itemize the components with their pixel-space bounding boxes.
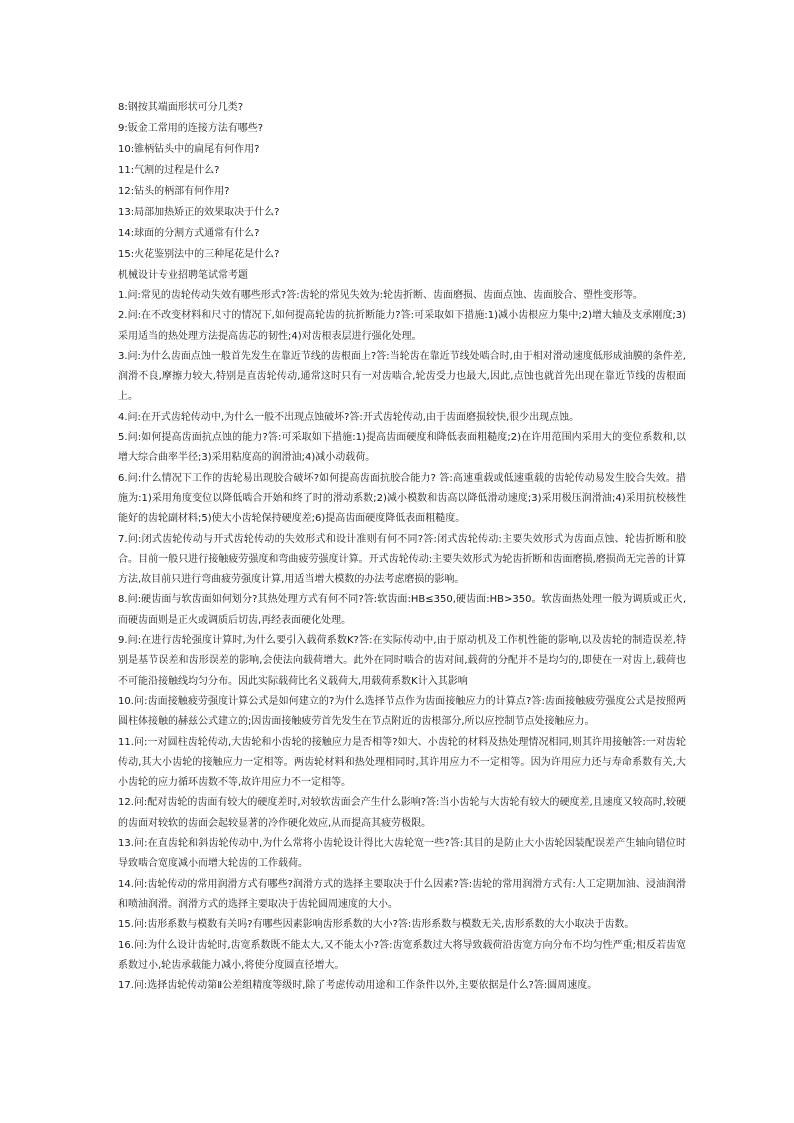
qa-item-2: 2.问:在不改变材料和尺寸的情况下,如何提高轮齿的抗折断能力?答:可采取如下措施:1)减小齿根应力集中;2)增大轴及支承刚度;3)采用适当的热处理方法提高齿芯的韧性;4)对齿根表层进行强化处理。 — [118, 310, 686, 342]
qa-item-17: 17.问:选择齿轮传动第Ⅱ公差组精度等级时,除了考虑传动用途和工作条件以外,主要依据是什么?答:圆周速度。 — [118, 980, 598, 992]
qa-item-4: 4.问:在开式齿轮传动中,为什么一般不出现点蚀破坏?答:开式齿轮传动,由于齿面磨损较快,很少出现点蚀。 — [118, 411, 580, 423]
question-10: 10:锥柄钻头中的扁尾有何作用? — [118, 144, 260, 155]
question-8: 8:钢按其端面形状可分几类? — [118, 102, 244, 113]
qa-item-1: 1.问:常见的齿轮传动失效有哪些形式?答:齿轮的常见失效为:轮齿折断、齿面磨损、齿面点蚀、齿面胶合、塑性变形等。 — [118, 290, 643, 301]
qa-item-7: 7.问:闭式齿轮传动与开式齿轮传动的失效形式和设计准则有何不同?答:闭式齿轮传动:主要失效形式为齿面点蚀、轮齿折断和胶合。目前一般只进行接触疲劳强度和弯曲疲劳强度计算。开式齿轮传动:主要失效形式为轮齿折断和齿面磨损,磨损尚无完善的计算方法,故目前只进行弯曲疲劳强度计算,用适当增大模数的办法考虑磨损的影响。 — [118, 533, 686, 586]
qa-item-3: 3.问:为什么齿面点蚀一般首先发生在靠近节线的齿根面上?答:当轮齿在靠近节线处啮合时,由于相对滑动速度低形成油膜的条件差,润滑不良,摩擦力较大,特别是直齿轮传动,通常这时只有一对齿啮合,轮齿受力也最大,因此,点蚀也就首先出现在靠近节线的齿根面上。 — [118, 350, 686, 403]
document-body — [118, 97, 686, 996]
question-14: 14:球面的分割方式通常有什么? — [118, 228, 260, 239]
qa-item-14: 14.问:齿轮传动的常用润滑方式有哪些?润滑方式的选择主要取决于什么因素?答:齿轮的常用润滑方式有:人工定期加油、浸油润滑和喷油润滑。润滑方式的选择主要取决于齿轮圆周速度的大小。 — [118, 878, 686, 910]
question-9: 9:钣金工常用的连接方法有哪些? — [118, 123, 264, 134]
question-11: 11:气割的过程是什么? — [118, 165, 220, 176]
question-13: 13:局部加热矫正的效果取决于什么? — [118, 207, 280, 218]
question-12: 12:钻头的柄部有何作用? — [118, 186, 230, 197]
qa-item-9: 9.问:在进行齿轮强度计算时,为什么要引入载荷系数K?答:在实际传动中,由于原动机及工作机性能的影响,以及齿轮的制造误差,特别是基节误差和齿形误差的影响,会使法向载荷增大。此外在同时啮合的齿对间,载荷的分配并不是均匀的,即使在一对齿上,载荷也不可能沿接触线均匀分布。因此实际载荷比名义载荷大,用载荷系数K计入其影响 — [118, 635, 686, 687]
qa-item-11: 11.问:一对圆柱齿轮传动,大齿轮和小齿轮的接触应力是否相等?如大、小齿轮的材料及热处理情况相同,则其许用接触答:一对齿轮传动,其大小齿轮的接触应力一定相等。两齿轮材料和热处理相同时,其许用应力不一定相等。因为许用应力还与寿命系数有关,大小齿轮的应力循环齿数不等,故许用应力不一定相等。 — [118, 736, 686, 789]
qa-item-15: 15.问:齿形系数与模数有关吗?有哪些因素影响齿形系数的大小?答:齿形系数与模数无关,齿形系数的大小取决于齿数。 — [118, 919, 635, 931]
question-15: 15:火花鉴别法中的三种尾花是什么? — [118, 249, 280, 260]
qa-item-13: 13.问:在直齿轮和斜齿轮传动中,为什么常将小齿轮设计得比大齿轮宽一些?答:其目的是防止大小齿轮因装配误差产生轴向错位时导致啮合宽度减小而增大轮齿的工作载荷。 — [118, 838, 686, 870]
qa-item-6: 6.问:什么情况下工作的齿轮易出现胶合破坏?如何提高齿面抗胶合能力? 答:高速重载或低速重载的齿轮传动易发生胶合失效。措施为:1)采用角度变位以降低啮合开始和终了时的滑动系数;2)减小模数和齿高以降低滑动速度;3)采用极压润滑油;4)采用抗校核性能好的齿轮副材料;5)使大小齿轮保持硬度差;6)提高齿面硬度降低表面粗糙度。 — [118, 472, 686, 525]
qa-item-10: 10.问:齿面接触疲劳强度计算公式是如何建立的?为什么选择节点作为齿面接触应力的计算点?答:齿面接触疲劳强度公式是按照两圆柱体接触的赫兹公式建立的;因齿面接触疲劳首先发生在节点附近的齿根部分,所以应控制节点处接触应力。 — [118, 695, 686, 728]
qa-item-5: 5.问:如何提高齿面抗点蚀的能力?答:可采取如下措施:1)提高齿面硬度和降低表面粗糙度;2)在许用范围内采用大的变位系数和,以增大综合曲率半径;3)采用粘度高的润滑油;4)减小动载荷。 — [118, 432, 686, 464]
section-title: 机械设计专业招聘笔试常考题 — [118, 270, 248, 281]
qa-item-12: 12.问:配对齿轮的齿面有较大的硬度差时,对较软齿面会产生什么影响?答:当小齿轮与大齿轮有较大的硬度差,且速度又较高时,较硬的齿面对较软的齿面会起较显著的冷作硬化效应,从而提高其疲劳极限。 — [118, 797, 686, 829]
qa-item-8: 8.问:硬齿面与软齿面如何划分?其热处理方式有何不同?答:软齿面:HB≤350,硬齿面:HB>350。软齿面热处理一般为调质或正火,而硬齿面则是正火或调质后切齿,再经表面硬化处理。 — [118, 594, 686, 626]
qa-item-16: 16.问:为什么设计齿轮时,齿宽系数既不能太大,又不能太小?答:齿宽系数过大将导致载荷沿齿宽方向分布不均匀性严重;相反若齿宽系数过小,轮齿承载能力减小,将使分度圆直径增大。 — [118, 939, 686, 971]
